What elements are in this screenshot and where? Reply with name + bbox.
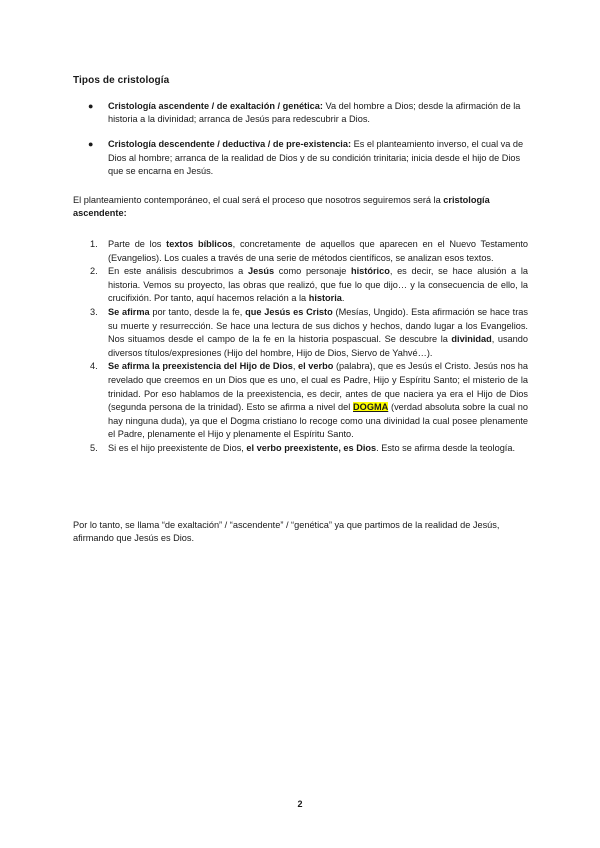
item-text: , usando diversos títulos/expresiones (Hijo del hombre, Hijo de Dios, Siervo de Yahvé…). <box>108 334 528 358</box>
item-bold: el verbo <box>298 361 334 372</box>
item-text: , <box>292 361 299 372</box>
item-bold: Se afirma <box>108 306 150 317</box>
list-item <box>73 442 528 456</box>
page-number: 2 <box>297 799 303 809</box>
bullet-item <box>73 100 533 126</box>
dogma-highlight: DOGMA <box>353 402 389 413</box>
item-text: como personaje <box>274 266 352 277</box>
item-number: 3. <box>90 306 98 317</box>
item-number: 2. <box>90 266 98 277</box>
item-text: Si es el hijo preexistente de Dios, <box>108 442 247 453</box>
item-text: , concretamente de aquellos que aparecen en el Nuevo Testamento (Evangelios). Los cuales a través de una serie de métodos científicos, se analizan esos textos. <box>108 239 528 263</box>
bullet-dot-icon: ● <box>88 101 94 111</box>
item-text: por tanto, desde la fe, <box>149 306 246 317</box>
bullet-text: Es el planteamiento inverso, el cual va de Dios al hombre; arranca de la realidad de Dios y de su condición trinitaria; inicia desde el hijo de Dios que se encarna en Jesús. <box>108 139 524 176</box>
section-title: Tipos de cristología <box>73 75 170 86</box>
item-number: 5. <box>90 442 98 453</box>
item-number: 1. <box>90 239 98 249</box>
item-bold: divinidad <box>451 334 492 345</box>
bullet-lead: Cristología ascendente / de exaltación / genética: <box>108 101 323 111</box>
item-bold: historia <box>308 293 342 304</box>
item-bold: Se afirma la preexistencia del Hijo de Dios <box>108 361 293 372</box>
conclusion-paragraph: Por lo tanto, se llama “de exaltación” / “ascendente” / “genética” ya que partimos de la realidad de Jesús, afirmando que Jesús es Dios. <box>73 520 500 544</box>
bullet-lead: Cristología descendente / deductiva / de pre-existencia: <box>108 139 352 150</box>
numbered-list <box>73 238 528 456</box>
item-number: 4. <box>90 361 98 372</box>
item-text: . Esto se afirma desde la teología. <box>376 442 516 453</box>
item-bold: histórico <box>351 266 390 277</box>
intro-end: : <box>123 208 127 219</box>
intro-bold: cristología ascendente <box>73 195 490 219</box>
item-text: (palabra), que es Jesús el Cristo. Jesús nos ha revelado que creemos en un Dios que es uno, el cual es Padre, Hijo y Espíritu Santo; el misterio de la trinidad. Por eso hablamos de la preexistencia, es decir, antes de que naciera ya era el Hijo de Dios (segunda persona de la trinidad). Esto se afirma a nivel del <box>108 361 529 413</box>
intro-paragraph <box>73 194 528 220</box>
bullet-text: Va del hombre a Dios; desde la afirmación de la historia a la divinidad; arranca de Jesús para redescubrir a Dios. <box>108 101 521 125</box>
item-text: . <box>341 293 345 304</box>
item-bold: Jesús <box>248 266 275 277</box>
item-text: , es decir, se hace alusión a la historia. Vemos su proyecto, las obras que realizó, que fue lo que dijo… y la consecuencia de ello, la crucifixión. Por tanto, aquí hacemos relación a la <box>108 266 528 304</box>
intro-text: El planteamiento contemporáneo, el cual será el proceso que nosotros seguiremos será la <box>73 195 444 205</box>
item-text: (verdad absoluta sobre la cual no hay ninguna duda), ya que el Dogma cristiano lo recoge como una divinidad la cual posee plenamente el Padre, plenamente el Hijo y plenamente el Espíritu Santo. <box>108 402 528 440</box>
item-bold: el verbo preexistente, es Dios <box>246 442 377 453</box>
list-item <box>73 306 528 360</box>
list-item <box>73 238 528 265</box>
list-item <box>73 265 528 306</box>
item-text: En este análisis descubrimos a <box>108 266 248 277</box>
item-text: Parte de los <box>108 239 167 249</box>
list-item <box>73 360 528 442</box>
item-bold: textos bíblicos <box>166 239 233 249</box>
bullet-item <box>73 138 533 178</box>
item-bold: que Jesús es Cristo <box>245 306 333 317</box>
item-text: (Mesías, Ungido). Esta afirmación se hace tras su muerte y resurrección. Se hace una lectura de sus dichos y hechos, dando lugar a los Evangelios. Nos situamos desde el campo de la fe en la historia pospascual. Se descubre la <box>108 306 528 345</box>
bullet-list <box>73 100 533 190</box>
bullet-dot-icon: ● <box>88 139 94 150</box>
